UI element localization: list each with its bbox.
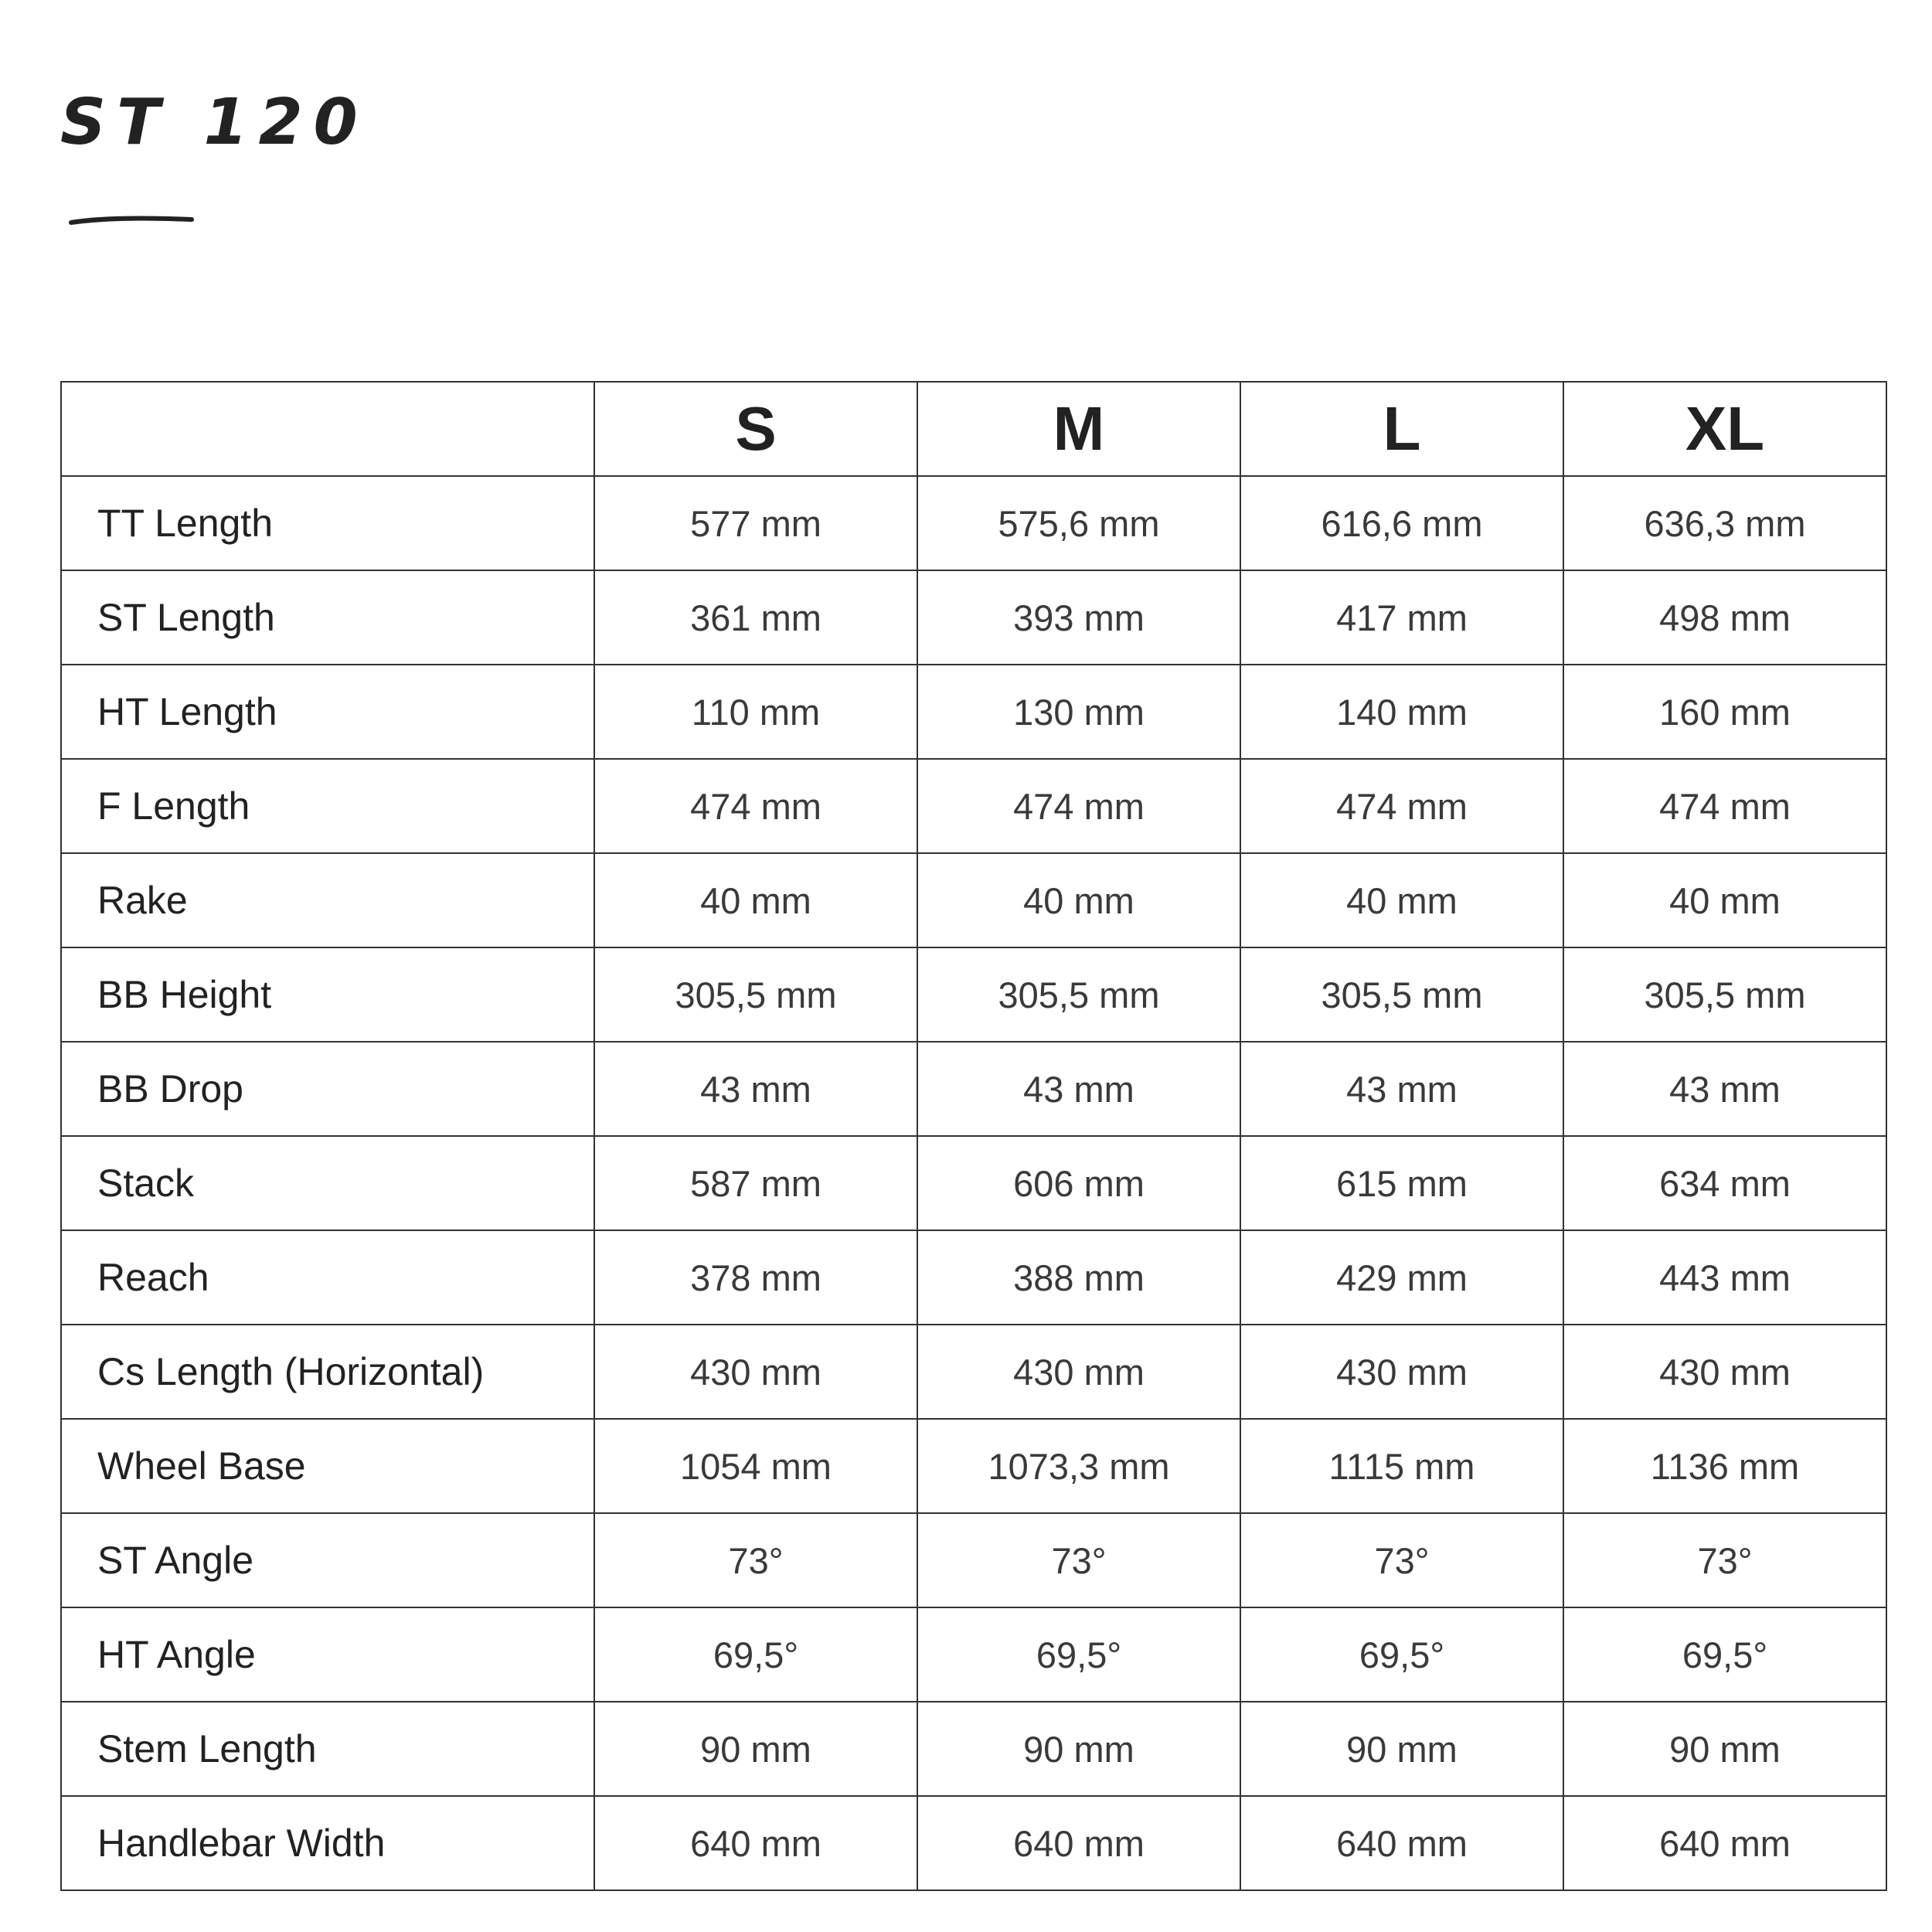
cell-value: 640 mm [1563, 1796, 1886, 1890]
cell-value: 474 mm [594, 759, 917, 853]
title-underline [68, 210, 199, 229]
cell-value: 160 mm [1563, 665, 1886, 759]
size-header-xl: XL [1563, 382, 1886, 476]
row-label: Reach [61, 1230, 594, 1325]
row-label: Handlebar Width [61, 1796, 594, 1890]
table-row [61, 759, 1886, 853]
table-row [61, 1419, 1886, 1513]
cell-value: 43 mm [1240, 1042, 1563, 1136]
cell-value: 498 mm [1563, 570, 1886, 665]
size-header-s: S [594, 382, 917, 476]
cell-value: 616,6 mm [1240, 476, 1563, 570]
cell-value: 429 mm [1240, 1230, 1563, 1325]
cell-value: 43 mm [1563, 1042, 1886, 1136]
cell-value: 69,5° [1563, 1607, 1886, 1702]
cell-value: 417 mm [1240, 570, 1563, 665]
cell-value: 43 mm [594, 1042, 917, 1136]
cell-value: 43 mm [917, 1042, 1240, 1136]
cell-value: 90 mm [917, 1702, 1240, 1796]
row-label: Stack [61, 1136, 594, 1230]
cell-value: 1115 mm [1240, 1419, 1563, 1513]
size-header-l: L [1240, 382, 1563, 476]
cell-value: 636,3 mm [1563, 476, 1886, 570]
cell-value: 640 mm [1240, 1796, 1563, 1890]
cell-value: 90 mm [1563, 1702, 1886, 1796]
cell-value: 305,5 mm [917, 947, 1240, 1042]
cell-value: 69,5° [917, 1607, 1240, 1702]
cell-value: 1054 mm [594, 1419, 917, 1513]
cell-value: 430 mm [917, 1325, 1240, 1419]
cell-value: 606 mm [917, 1136, 1240, 1230]
table-row [61, 947, 1886, 1042]
cell-value: 640 mm [917, 1796, 1240, 1890]
table-row [61, 1513, 1886, 1607]
geometry-table [60, 381, 1887, 1891]
cell-value: 90 mm [1240, 1702, 1563, 1796]
cell-value: 69,5° [1240, 1607, 1563, 1702]
table-row [61, 476, 1886, 570]
cell-value: 634 mm [1563, 1136, 1886, 1230]
row-label: Wheel Base [61, 1419, 594, 1513]
cell-value: 40 mm [594, 853, 917, 947]
cell-value: 140 mm [1240, 665, 1563, 759]
table-row [61, 1607, 1886, 1702]
cell-value: 1073,3 mm [917, 1419, 1240, 1513]
cell-value: 69,5° [594, 1607, 917, 1702]
table-row [61, 1042, 1886, 1136]
geometry-table-body [61, 476, 1886, 1890]
cell-value: 577 mm [594, 476, 917, 570]
cell-value: 1136 mm [1563, 1419, 1886, 1513]
cell-value: 474 mm [917, 759, 1240, 853]
cell-value: 361 mm [594, 570, 917, 665]
cell-value: 378 mm [594, 1230, 917, 1325]
cell-value: 73° [1563, 1513, 1886, 1607]
cell-value: 640 mm [594, 1796, 917, 1890]
row-label: HT Angle [61, 1607, 594, 1702]
cell-value: 430 mm [594, 1325, 917, 1419]
table-row [61, 1325, 1886, 1419]
table-row [61, 570, 1886, 665]
cell-value: 388 mm [917, 1230, 1240, 1325]
row-label: Stem Length [61, 1702, 594, 1796]
cell-value: 430 mm [1240, 1325, 1563, 1419]
table-row [61, 1702, 1886, 1796]
row-label: Rake [61, 853, 594, 947]
cell-value: 90 mm [594, 1702, 917, 1796]
table-row [61, 853, 1886, 947]
table-row [61, 1230, 1886, 1325]
size-header-m: M [917, 382, 1240, 476]
cell-value: 474 mm [1563, 759, 1886, 853]
cell-value: 430 mm [1563, 1325, 1886, 1419]
cell-value: 587 mm [594, 1136, 917, 1230]
cell-value: 393 mm [917, 570, 1240, 665]
table-row [61, 665, 1886, 759]
cell-value: 73° [917, 1513, 1240, 1607]
table-row [61, 1136, 1886, 1230]
table-row [61, 1796, 1886, 1890]
header-row [61, 382, 1886, 476]
cell-value: 110 mm [594, 665, 917, 759]
cell-value: 305,5 mm [1563, 947, 1886, 1042]
cell-value: 305,5 mm [594, 947, 917, 1042]
header-corner-cell [61, 382, 594, 476]
row-label: TT Length [61, 476, 594, 570]
cell-value: 40 mm [917, 853, 1240, 947]
row-label: ST Angle [61, 1513, 594, 1607]
cell-value: 40 mm [1563, 853, 1886, 947]
cell-value: 474 mm [1240, 759, 1563, 853]
cell-value: 575,6 mm [917, 476, 1240, 570]
row-label: F Length [61, 759, 594, 853]
cell-value: 73° [1240, 1513, 1563, 1607]
cell-value: 73° [594, 1513, 917, 1607]
cell-value: 130 mm [917, 665, 1240, 759]
cell-value: 40 mm [1240, 853, 1563, 947]
cell-value: 615 mm [1240, 1136, 1563, 1230]
row-label: BB Drop [61, 1042, 594, 1136]
row-label: Cs Length (Horizontal) [61, 1325, 594, 1419]
row-label: ST Length [61, 570, 594, 665]
cell-value: 443 mm [1563, 1230, 1886, 1325]
row-label: BB Height [61, 947, 594, 1042]
row-label: HT Length [61, 665, 594, 759]
cell-value: 305,5 mm [1240, 947, 1563, 1042]
page-title: ST 120 [60, 86, 369, 159]
